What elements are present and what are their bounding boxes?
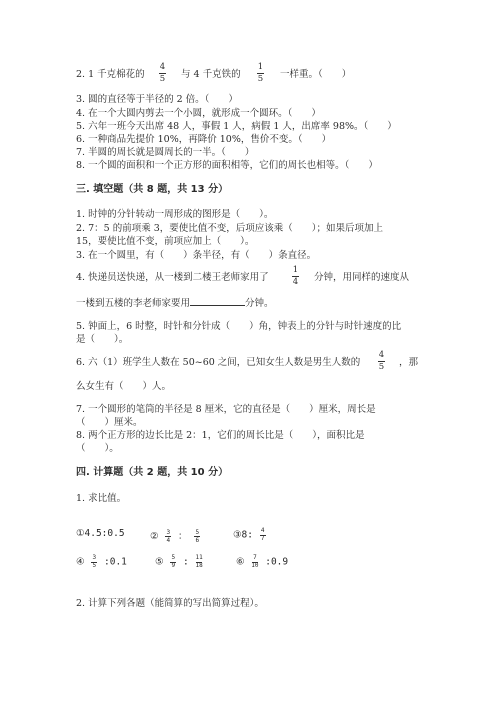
section-3-heading: 三. 填空题（共 8 题，共 13 分）: [76, 184, 229, 195]
fraction-4-5-b: 4 5: [378, 350, 385, 372]
fraction-4-5: 4 5: [159, 62, 166, 84]
judge-question-2: 2. 1 千克棉花的: [76, 69, 145, 80]
fill-question-8a: 8. 两个正方形的边长比是 2：1，它们的周长比是（ ），面积比是: [76, 430, 365, 441]
judge-question-4: 4. 在一个大圆内剪去一个小圆，就形成一个圆环。（ ）: [76, 108, 321, 119]
judge-question-5: 5. 六年一班今天出席 48 人，事假 1 人，病假 1 人，出席率 98%。（ ）: [76, 121, 397, 132]
ratio-item-1: ①4.5:0.5: [76, 528, 125, 539]
fill-question-5a: 5. 钟面上，6 时整，时针和分针成（ ）角，钟表上的分针与时针速度的比: [76, 321, 402, 332]
judge-question-7: 7. 半圆的周长就是圆周长的一半。（ ）: [76, 147, 255, 158]
ratio-item-2: ② $\frac{3}{4}$ ： $\frac{5}{6}$: [150, 528, 200, 544]
calc-question-2: 2. 计算下列各题（能简算的写出简算过程）。: [76, 598, 264, 609]
fill-question-4a-end: 分钟，用同样的速度从: [314, 272, 410, 283]
ratio-item-3: ③8: $\frac{4}{7}$: [233, 527, 265, 542]
fill-question-6a: 6. 六（1）班学生人数在 50~60 之间，已知女生人数是男生人数的: [76, 357, 361, 368]
fill-question-3: 3. 在一个圆里，有（ ）条半径，有（ ）条直径。: [76, 250, 317, 261]
judge-question-8: 8. 一个圆的面积和一个正方形的面积相等，它们的周长也相等。（ ）: [76, 160, 378, 171]
fill-question-8b: （ ）。: [76, 443, 119, 454]
fill-question-5b: 是（ ）。: [76, 334, 129, 345]
fill-question-6b: 么女生有（ ）人。: [76, 381, 172, 392]
fill-question-2b: 15，要使比值不变，前项应加上（ ）。: [76, 236, 255, 247]
judge-question-2-end: 一样重。（ ）: [280, 69, 352, 80]
fill-question-4a: 4. 快递员送快递，从一楼到二楼王老师家用了: [76, 272, 269, 283]
answer-blank[interactable]: [190, 296, 245, 306]
fill-question-4b: 一楼到五楼的李老师家要用 分钟。: [76, 298, 274, 309]
fraction-1-5: 1 5: [257, 62, 264, 84]
ratio-item-4: ④ $\frac{3}{5}$ :0.1: [76, 554, 127, 569]
judge-question-6: 6. 一种商品先提价 10%，再降价 10%，售价不变。（ ）: [76, 134, 332, 145]
fill-question-2a: 2. 7：5 的前项乘 3，要使比值不变，后项应该乘（ ）；如果后项加上: [76, 223, 384, 234]
judge-question-3: 3. 圆的直径等于半径的 2 倍。（ ）: [76, 94, 238, 105]
judge-question-2-mid: 与 4 千克铁的: [181, 69, 241, 80]
calc-question-1: 1. 求比值。: [76, 493, 127, 504]
fill-question-7b: （ ）厘米。: [76, 417, 143, 428]
fill-question-7a: 7. 一个圆形的笔筒的半径是 8 厘米，它的直径是（ ）厘米，周长是: [76, 404, 376, 415]
fill-question-6a-end: ，那: [399, 357, 419, 368]
fill-question-1: 1. 时钟的分针转动一周形成的图形是（ ）。: [76, 209, 274, 220]
fraction-1-4: 1 4: [292, 265, 299, 287]
ratio-item-6: ⑥ $\frac{7}{10}$ :0.9: [236, 554, 289, 569]
ratio-item-5: ⑤ $\frac{5}{9}$ : $\frac{11}{18}$: [155, 554, 203, 569]
section-4-heading: 四. 计算题（共 2 题，共 10 分）: [76, 467, 229, 478]
